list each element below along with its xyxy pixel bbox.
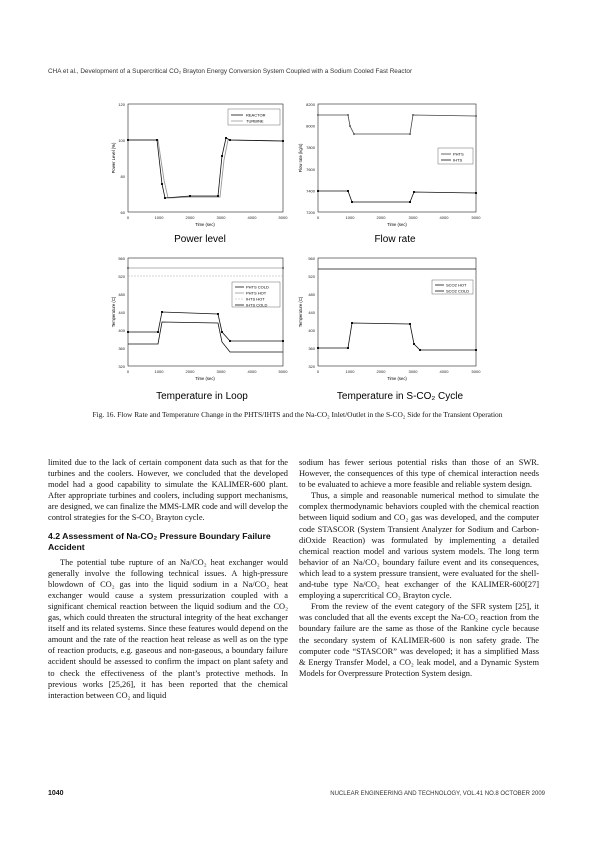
x-axis-label: Time (sec) (387, 222, 407, 227)
paragraph: The potential tube rupture of an Na/CO₂ heat exchanger would generally involve the following technical issues. A high-pressure blowdown of CO₂ gas into the liquid sodium in a Na/CO₂ heat exchanger would cause a system pressurization coupled with a significant chemical reaction between the liquid sodium and the CO₂ gas, which could threaten the structural integrity of the heat exchanger itself and its related systems. Since these features would depend on the amount and the rate of the reaction heat release as well as on the type of reaction products, e.g. gaseous and non-gaseous, a boundary failure accident should be assessed to confirm the impact on plant safety and to check the effectiveness of the plant’s protective methods. In previous works [25,26], it has been reported that the chemical interaction between CO₂ and liquid (48, 557, 288, 700)
x-tick: 5000 (278, 215, 288, 220)
loop-temperature-panel (111, 256, 288, 402)
y-axis-label: Temperature (C) (111, 296, 116, 328)
y-tick: 7200 (306, 210, 315, 215)
y-tick: 400 (308, 328, 315, 333)
legend-reactor: REACTOR (246, 112, 266, 118)
legend-phts: PHTS (453, 151, 464, 157)
x-tick: 5000 (278, 369, 288, 374)
x-tick: 4000 (247, 215, 257, 220)
x-tick: 1000 (345, 215, 355, 220)
y-tick: 360 (118, 346, 125, 351)
x-tick: 4000 (247, 369, 257, 374)
journal-footer: NUCLEAR ENGINEERING AND TECHNOLOGY, VOL.41 NO.8 OCTOBER 2009 (330, 791, 545, 797)
figure-16-graphic (110, 96, 490, 406)
figure-16 (110, 96, 490, 406)
x-tick: 1000 (154, 369, 164, 374)
x-tick: 3000 (216, 369, 226, 374)
panel-title: Temperature in Loop (156, 391, 248, 402)
x-tick: 0 (126, 215, 130, 220)
y-tick: 560 (118, 256, 125, 261)
y-tick: 8200 (306, 102, 315, 107)
ihts-line (318, 191, 476, 202)
panel-title: Temperature in S-CO₂ Cycle (336, 391, 464, 402)
ihts-cold-line (128, 322, 283, 352)
x-tick: 3000 (408, 369, 418, 374)
y-tick: 7600 (306, 166, 315, 172)
y-tick: 400 (118, 328, 125, 333)
y-tick: 360 (308, 346, 315, 351)
y-tick: 480 (308, 292, 315, 297)
sco2-cold-line (318, 323, 476, 350)
y-tick: 440 (308, 310, 315, 315)
x-tick: 2000 (376, 369, 386, 374)
x-tick: 2000 (376, 215, 386, 220)
y-tick: 60 (120, 210, 125, 215)
legend-sco2-hot: SCO2 HOT (446, 282, 467, 288)
x-tick: 3000 (216, 215, 226, 220)
panel-title: Power level (174, 234, 226, 245)
power-level-panel (111, 102, 288, 245)
x-tick: 1000 (345, 369, 355, 374)
y-tick: 7800 (306, 145, 315, 151)
legend-ihts: IHTS (453, 157, 463, 163)
paragraph: limited due to the lack of certain component data such as that for the turbines and the coolers. However, we concluded that the developed model had a good capability to simulate the KALIMER-600 plant. After appropriate turbines and coolers, including support mechanisms, are designed, we can finalize the MMS-LMR code and will develop the control strategies for the S-CO₂ Brayton cycle. (48, 458, 289, 523)
y-axis-label: Flow rate (kg/s) (298, 143, 303, 173)
x-tick: 0 (316, 369, 320, 374)
y-tick: 520 (118, 274, 125, 279)
x-axis-label: Time (sec) (195, 376, 215, 381)
left-column (48, 457, 288, 701)
y-tick: 120 (118, 102, 125, 107)
x-tick: 4000 (439, 369, 449, 374)
y-tick: 320 (308, 364, 315, 369)
paragraph: sodium has fewer serious potential risks than those of an SWR. However, the consequences of this type of chemical interaction needs to be evaluated to achieve a more feasible and reliable system design. (299, 458, 539, 490)
x-tick: 2000 (185, 369, 195, 374)
y-axis-label: Temperature (C) (298, 296, 303, 328)
x-tick: 4000 (439, 215, 449, 220)
paragraph: Thus, a simple and reasonable numerical method to simulate the complex thermodynamic behaviors coupled with the chemical reaction between liquid sodium and CO₂ gas was developed, and the computer code STASCOR (System Transient Analyzer for Sodium and Carbon-diOxide Reaction) was formulated by implementing a detailed chemical reaction model and various system models. The long term behavior of an Na/CO₂ boundary failure event and its consequences, which lead to a system pressure transient, were evaluated for the shell-and-tube type Na/CO₂ heat exchanger of the KALIMER-600[27] employing a supercritical CO₂ Brayton cycle. (299, 491, 539, 601)
figure-caption: Fig. 16. Flow Rate and Temperature Change in the PHTS/IHTS and the Na-CO₂ Inlet/Outlet in the S-CO₂ Side for the Transient Operation (92, 410, 503, 419)
legend-turbine: TURBINE (246, 118, 264, 124)
x-tick: 1000 (154, 215, 164, 220)
reactor-line (128, 138, 283, 198)
sco2-temperature-panel (298, 256, 481, 402)
y-tick: 440 (118, 310, 125, 315)
x-tick: 0 (126, 369, 130, 374)
y-tick: 480 (118, 292, 125, 297)
legend-phts-hot: PHTS HOT (246, 290, 267, 296)
y-axis-label: Power Level (%) (111, 142, 116, 174)
y-tick: 520 (308, 274, 315, 279)
y-tick: 560 (308, 256, 315, 261)
x-axis-label: Time (sec) (195, 222, 215, 227)
running-header: CHA et al., Development of a Supercritical CO₂ Brayton Energy Conversion System Coupled with a Sodium Cooled Fast Reactor (48, 68, 413, 75)
flow-rate-panel (298, 102, 481, 245)
x-tick: 5000 (471, 369, 481, 374)
phts-cold-line (128, 312, 283, 341)
panel-title: Flow rate (374, 234, 416, 245)
paragraph: From the review of the event category of the SFR system [25], it was concluded that all the events except the Na-CO₂ reaction from the boundary failure are the same as those of the Rankine cycle because the secondary system of KALIMER-600 is non safety grade. The computer code “STASCOR” was developed; it has a simplified Mass & Energy Transfer Model, a CO₂ leak model, and a Dynamic System Models for Overpressure Protection System design. (299, 602, 539, 678)
y-tick: 8000 (306, 123, 315, 129)
legend-phts-cold: PHTS COLD (246, 284, 269, 290)
phts-line (318, 115, 476, 134)
legend-ihts-cold: IHTS COLD (246, 302, 268, 308)
y-tick: 7400 (306, 188, 315, 194)
page-number: 1040 (48, 790, 64, 797)
x-tick: 0 (316, 215, 320, 220)
y-tick: 320 (118, 364, 125, 369)
x-tick: 3000 (408, 215, 418, 220)
y-tick: 80 (120, 174, 125, 179)
x-axis-label: Time (sec) (387, 376, 407, 381)
legend-ihts-hot: IHTS HOT (246, 296, 265, 302)
x-tick: 2000 (185, 215, 195, 220)
section-heading: 4.2 Assessment of Na-CO₂ Pressure Boundary Failure Accident (48, 530, 271, 552)
legend-sco2-cold: SCO2 COLD (446, 288, 470, 294)
right-column (299, 457, 539, 679)
x-tick: 5000 (471, 215, 481, 220)
y-tick: 100 (118, 138, 125, 143)
turbine-line (128, 140, 283, 198)
